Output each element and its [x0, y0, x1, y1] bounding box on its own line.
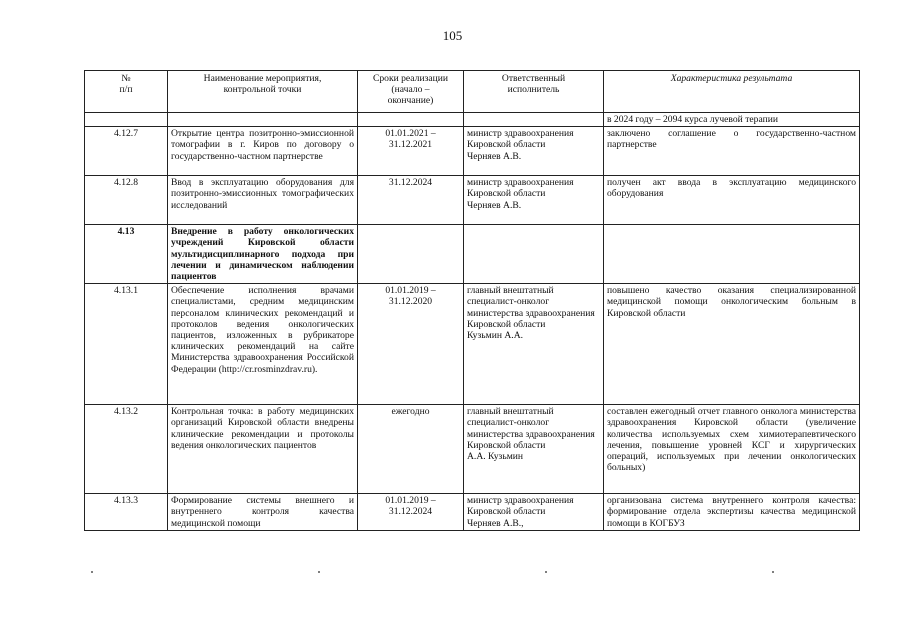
- row-executor: [464, 113, 604, 127]
- row-dates: ежегодно: [358, 405, 464, 494]
- row-executor: министр здравоохранения Кировской области Черняев А.В.: [464, 127, 604, 176]
- header-dates-text: Сроки реализации (начало – окончание): [372, 73, 449, 107]
- table-row: [85, 494, 860, 531]
- page-number: 105: [442, 28, 463, 43]
- row-number: 4.13.2: [85, 405, 168, 494]
- row-result: заключено соглашение о государственно-частном партнерстве: [604, 127, 860, 176]
- row-dates: 01.01.2019 – 31.12.2020: [358, 284, 464, 405]
- row-name: [168, 113, 358, 127]
- row-executor: [464, 225, 604, 284]
- row-dates: 01.01.2019 – 31.12.2024: [358, 494, 464, 531]
- row-dates: [358, 113, 464, 127]
- dot-mark: [91, 571, 93, 573]
- table-body: [85, 113, 860, 531]
- row-number: 4.12.8: [85, 176, 168, 225]
- header-num-text: № п/п: [119, 73, 133, 96]
- row-dates: 01.01.2021 – 31.12.2021: [358, 127, 464, 176]
- row-name: Внедрение в работу онкологических учреждений Кировской области мультидисциплинарного подхода при лечении и динамическом наблюдении пациентов: [168, 225, 358, 284]
- header-name: [168, 71, 358, 113]
- row-number: 4.12.7: [85, 127, 168, 176]
- row-result: организована система внутреннего контроля качества: формирование отдела экспертизы качества медицинской помощи в КОГБУЗ: [604, 494, 860, 531]
- header-executor: [464, 71, 604, 113]
- table-row: [85, 127, 860, 176]
- plan-table: [84, 70, 860, 531]
- row-result: составлен ежегодный отчет главного онколога министерства здравоохранения Кировской области (увеличение количества используемых схем химиотерапевтического лечения, повышение уровней КСГ и хирургических операций, используемых при лечении онкологических больных): [604, 405, 860, 494]
- footer-dots: [0, 571, 905, 575]
- header-executor-text: Ответственный исполнитель: [501, 73, 566, 96]
- row-number: 4.13.3: [85, 494, 168, 531]
- table-row: [85, 225, 860, 284]
- table-row: [85, 113, 860, 127]
- header-row: [85, 71, 860, 113]
- header-name-text: Наименование мероприятия, контрольной точки: [203, 73, 322, 96]
- table-row: [85, 176, 860, 225]
- header-num: [85, 71, 168, 113]
- row-executor: главный внештатный специалист-онколог министерства здравоохранения Кировской области Кузьмин А.А.: [464, 284, 604, 405]
- row-name: Контрольная точка: в работу медицинских организаций Кировской области внедрены клинические рекомендации и протоколы ведения онкологических пациентов: [168, 405, 358, 494]
- row-dates: [358, 225, 464, 284]
- dot-mark: [545, 571, 547, 573]
- row-number: 4.13.1: [85, 284, 168, 405]
- row-result: повышено качество оказания специализированной медицинской помощи онкологическим больным в Кировской области: [604, 284, 860, 405]
- row-executor: министр здравоохранения Кировской области Черняев А.В.,: [464, 494, 604, 531]
- row-result: [604, 225, 860, 284]
- header-dates: [358, 71, 464, 113]
- row-dates: 31.12.2024: [358, 176, 464, 225]
- header-result-text: Характеристика результата: [670, 73, 793, 84]
- row-name: Формирование системы внешнего и внутреннего контроля качества медицинской помощи: [168, 494, 358, 531]
- row-name: Открытие центра позитронно-эмиссионной томографии в г. Киров по договору о государственно-частном партнерстве: [168, 127, 358, 176]
- dot-mark: [318, 571, 320, 573]
- row-executor: главный внештатный специалист-онколог министерства здравоохранения Кировской области А.А. Кузьмин: [464, 405, 604, 494]
- row-name: Обеспечение исполнения врачами специалистами, средним медицинским персоналом клинических рекомендаций и протоколов ведения онкологических пациентов, изложенных в рубрикаторе клинических рекомендаций на сайте Министерства здравоохранения Российской Федерации (http://cr.rosminzdrav.ru).: [168, 284, 358, 405]
- row-number: [85, 113, 168, 127]
- dot-mark: [772, 571, 774, 573]
- header-result: [604, 71, 860, 113]
- row-name: Ввод в эксплуатацию оборудования для позитронно-эмиссионных томографических исследований: [168, 176, 358, 225]
- row-result: в 2024 году – 2094 курса лучевой терапии: [604, 113, 860, 127]
- row-executor: министр здравоохранения Кировской области Черняев А.В.: [464, 176, 604, 225]
- table-row: [85, 405, 860, 494]
- table-row: [85, 284, 860, 405]
- row-result: получен акт ввода в эксплуатацию медицинского оборудования: [604, 176, 860, 225]
- row-number: 4.13: [85, 225, 168, 284]
